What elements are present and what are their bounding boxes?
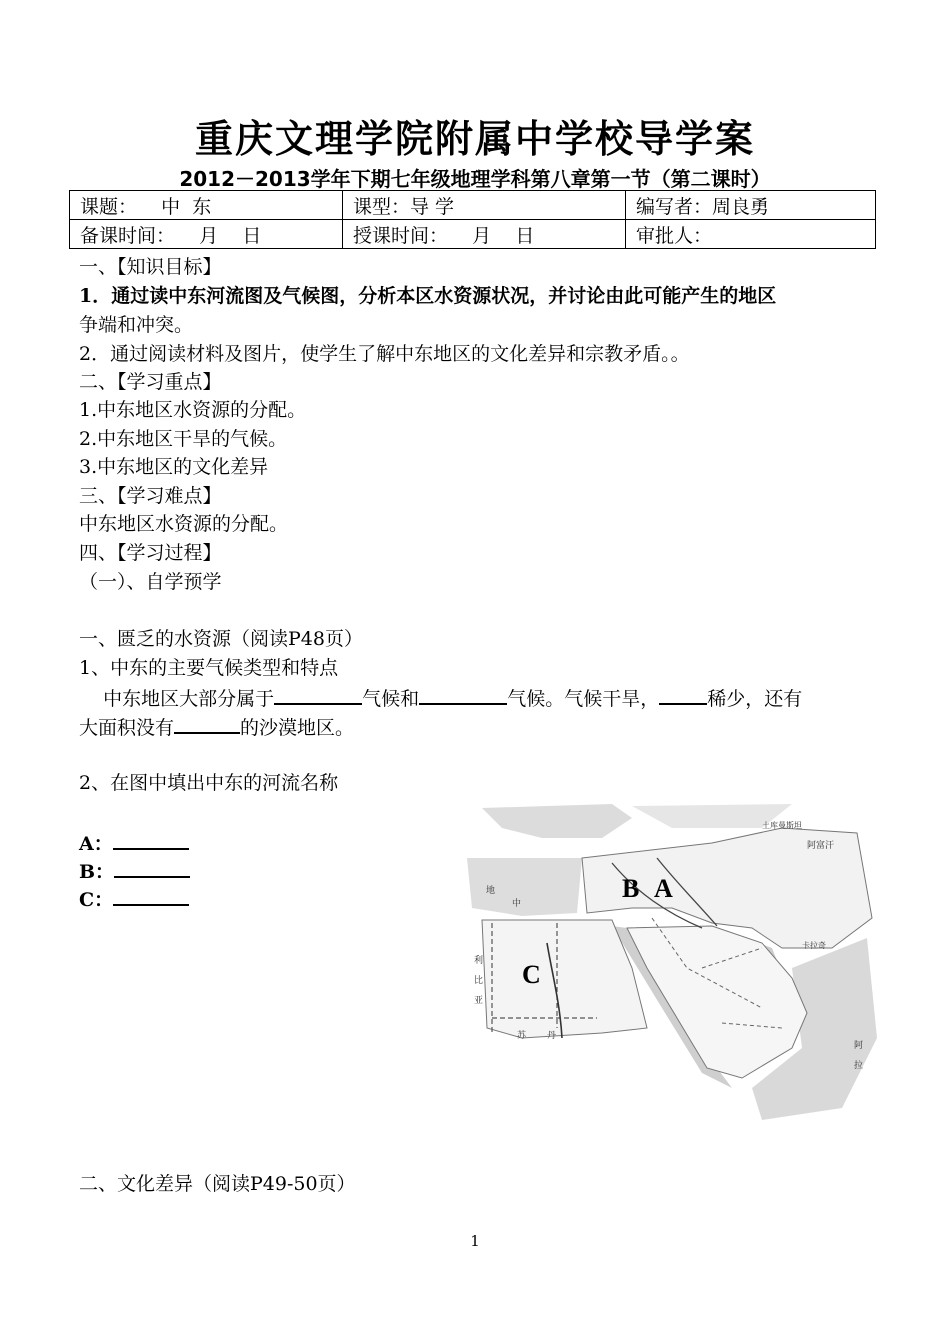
middle-east-river-map [462,798,877,1120]
page-subtitle: 2012－2013学年下期七年级地理学科第八章第一节（第二课时） [179,167,771,191]
river-a-blank[interactable] [113,830,189,850]
climate-feature-blank[interactable] [659,685,707,705]
svg-text:土库曼斯坦: 土库曼斯坦 [762,821,802,830]
svg-text:地: 地 [486,886,496,896]
river-b-blank[interactable] [114,858,190,878]
svg-text:利: 利 [474,956,484,966]
river-answer-b [79,858,190,884]
river-label-c: C： [79,889,114,911]
map-label-b: B [622,874,640,903]
culture-heading: 二、文化差异（阅读P49-50页） [79,1173,356,1195]
info-teach-date: 授课时间： 月 日 [343,220,626,249]
map-graphic [462,798,877,1120]
objective-2: 2．通过阅读材料及图片，使学生了解中东地区的文化差异和宗教矛盾。。 [79,343,690,365]
climate-text: 稀少，还有 [707,688,803,710]
river-c-blank[interactable] [113,886,189,906]
mediterranean-area [467,858,582,916]
lesson-info-table [69,190,876,249]
climate-type-blank-1[interactable] [274,685,362,705]
objectives-heading: 一、【知识目标】 [79,256,222,278]
svg-text:比: 比 [474,976,484,986]
svg-text:苏: 苏 [517,1031,527,1041]
difficulty-heading: 三、【学习难点】 [79,485,222,507]
objective-1-line-2: 争端和冲突。 [79,314,194,336]
climate-text: 中东地区大部分属于 [79,688,275,710]
info-prep-date: 备课时间： 月 日 [70,220,343,249]
info-row [70,220,876,249]
map-label-a: A [654,874,673,903]
river-answer-c [79,886,189,912]
svg-text:中: 中 [512,899,522,909]
climate-text: 气候和 [362,688,420,710]
svg-text:亚: 亚 [474,996,484,1006]
page-title: 重庆文理学院附属中学校导学案 [194,116,755,161]
river-label-a: A： [79,833,113,855]
info-approver: 审批人： [626,220,876,249]
svg-text:卡拉奇: 卡拉奇 [802,941,826,950]
svg-text:丹: 丹 [547,1031,557,1041]
desert-blank[interactable] [174,714,240,734]
objective-1-line-1: 1．通过读中东河流图及气候图，分析本区水资源状况，并讨论由此可能产生的地区 [79,285,777,307]
water-resources-heading: 一、匮乏的水资源（阅读P48页） [79,628,363,650]
svg-text:拉: 拉 [854,1061,864,1071]
info-topic: 课题： 中 东 [70,191,343,220]
self-study-heading: （一）、自学预学 [79,571,222,593]
difficulty-item: 中东地区水资源的分配。 [79,513,289,535]
climate-text: 气候。气候干旱， [507,688,660,710]
climate-fill-line-1 [79,685,802,711]
river-label-b: B： [79,861,115,883]
map-label-c: C [522,960,541,989]
river-answer-a [79,830,189,856]
focus-item-1: 1.中东地区水资源的分配。 [79,399,307,421]
climate-fill-line-2 [79,714,354,740]
process-heading: 四、【学习过程】 [79,542,222,564]
focus-heading: 二、【学习重点】 [79,371,222,393]
focus-item-2: 2.中东地区干旱的气候。 [79,428,288,450]
info-row [70,191,876,220]
river-question: 2、在图中填出中东的河流名称 [79,772,339,794]
svg-text:阿: 阿 [854,1041,864,1051]
info-lesson-type: 课型：导 学 [343,191,626,220]
climate-text: 的沙漠地区。 [240,717,355,739]
focus-item-3: 3.中东地区的文化差异 [79,456,269,478]
climate-text: 大面积没有 [79,717,175,739]
info-author: 编写者：周良勇 [626,191,876,220]
svg-text:阿富汗: 阿富汗 [807,841,835,851]
page-number: 1 [470,1232,480,1250]
climate-question: 1、中东的主要气候类型和特点 [79,657,339,679]
climate-type-blank-2[interactable] [419,685,507,705]
